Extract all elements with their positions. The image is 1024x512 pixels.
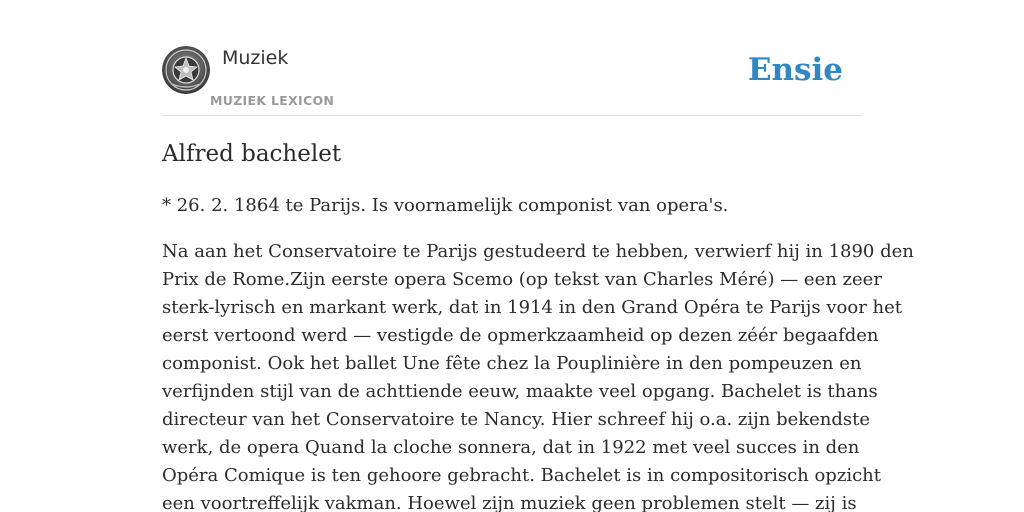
content-container bbox=[162, 0, 914, 512]
article-title: Alfred bachelet bbox=[162, 141, 342, 167]
article-paragraph bbox=[162, 192, 728, 220]
paragraph-line: Prix de Rome.Zijn eerste opera Scemo (op tekst van Charles Méré) — een zeer bbox=[162, 269, 882, 290]
brand-logo-link[interactable]: Ensie bbox=[747, 52, 843, 88]
site-name[interactable]: Muziek bbox=[222, 47, 289, 69]
paragraph-line: componist. Ook het ballet Une fête chez la Pouplinière in den pompeuzen en bbox=[162, 353, 862, 374]
site-header bbox=[162, 0, 862, 116]
paragraph-line: * 26. 2. 1864 te Parijs. Is voornamelijk componist van opera's. bbox=[162, 195, 729, 216]
article-paragraph bbox=[162, 238, 914, 512]
paragraph-line: Opéra Comique is ten gehoore gebracht. Bachelet is in compositorisch opzicht bbox=[162, 465, 881, 486]
site-subtitle: MUZIEK LEXICON bbox=[210, 93, 335, 108]
paragraph-line: Na aan het Conservatoire te Parijs gestudeerd te hebben, verwierf hij in 1890 den bbox=[162, 241, 914, 262]
paragraph-line: werk, de opera Quand la cloche sonnera, dat in 1922 met veel succes in den bbox=[162, 437, 860, 458]
paragraph-line: directeur van het Conservatoire te Nancy. Hier schreef hij o.a. zijn bekendste bbox=[162, 409, 871, 430]
paragraph-line: eerst vertoond werd — vestigde de opmerkzaamheid op dezen zéér begaafden bbox=[162, 325, 879, 346]
paragraph-line: een voortreffelijk vakman. Hoewel zijn muziek geen problemen stelt — zij is bbox=[162, 493, 857, 512]
paragraph-line: sterk-lyrisch en markant werk, dat in 1914 in den Grand Opéra te Parijs voor het bbox=[162, 297, 902, 318]
paragraph-line: verfijnden stijl van de achttiende eeuw, maakte veel opgang. Bachelet is thans bbox=[162, 381, 878, 402]
music-emblem-icon[interactable] bbox=[162, 46, 210, 94]
